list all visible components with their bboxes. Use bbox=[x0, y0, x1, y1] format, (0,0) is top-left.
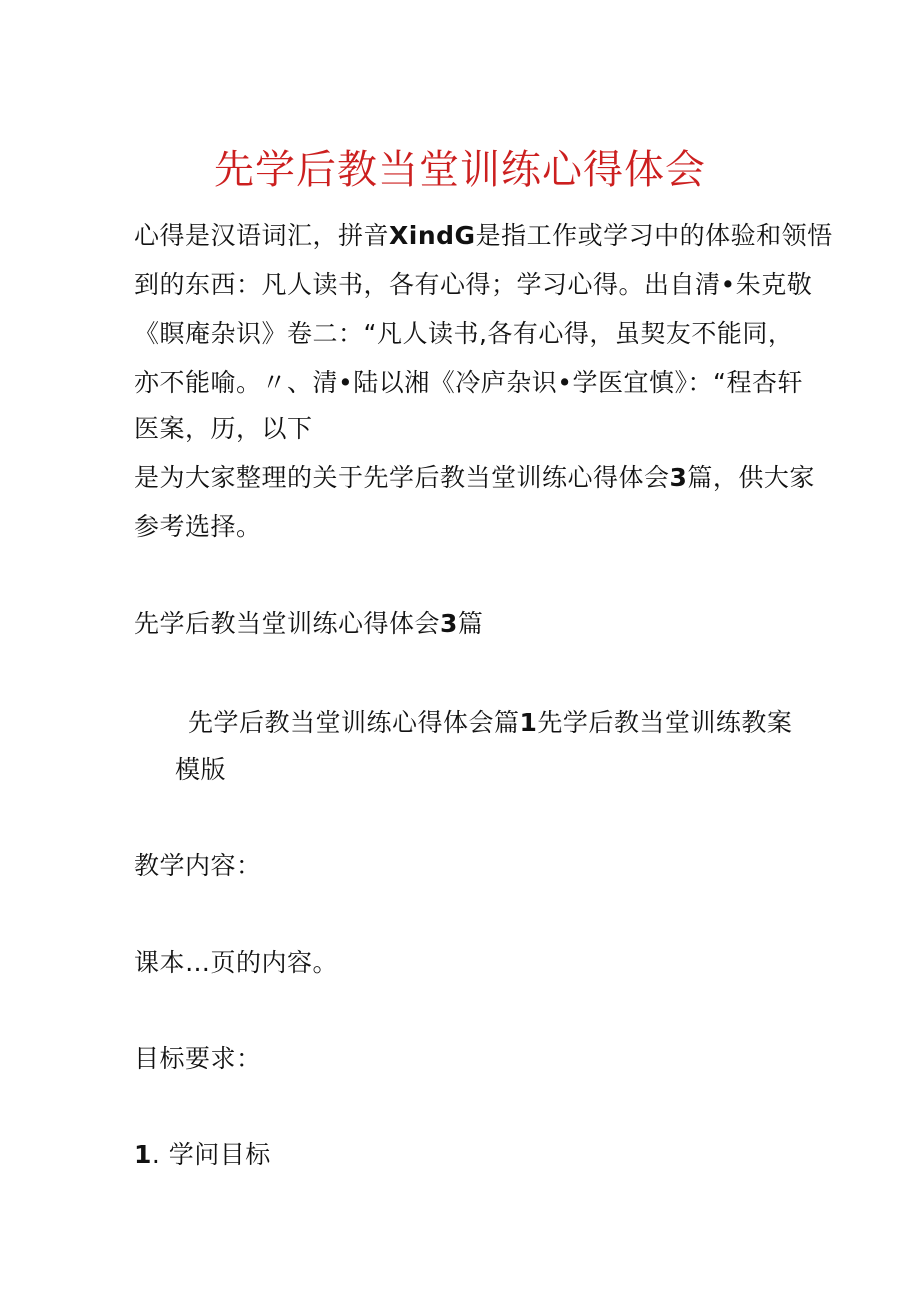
intro-line-1-start: 心得是汉语词汇，拼音 bbox=[134, 221, 390, 250]
article-title-line-1 bbox=[188, 705, 792, 741]
intro-line-3: 《瞑庵杂识》卷二：“凡人读书,各有心得，虽契友不能同， bbox=[134, 319, 794, 348]
intro-line-6-start: 是为大家整理的关于先学后教当堂训练心得体会 bbox=[134, 463, 670, 492]
intro-line-7: 参考选择。 bbox=[134, 512, 262, 541]
article-number: 1 bbox=[519, 708, 538, 737]
pinyin-text: XindG bbox=[389, 221, 476, 250]
teach-content-label: 教学内容： bbox=[134, 851, 262, 880]
article-title-start: 先学后教当堂训练心得体会篇 bbox=[188, 708, 520, 737]
intro-line-6-end: 篇，供大家 bbox=[687, 463, 815, 492]
section-heading-unit: 篇 bbox=[457, 609, 484, 638]
teach-content-value: 课本…页的内容。 bbox=[134, 948, 339, 977]
intro-line-1 bbox=[134, 218, 833, 254]
section-heading-text: 先学后教当堂训练心得体会 bbox=[134, 609, 441, 638]
intro-line-5: 医案，历，以下 bbox=[134, 414, 313, 443]
count-number: 3 bbox=[669, 463, 688, 492]
document-title: 先学后教当堂训练心得体会 bbox=[214, 147, 706, 193]
goal-label: 目标要求： bbox=[134, 1044, 262, 1073]
intro-line-6 bbox=[134, 460, 815, 496]
intro-line-4: 亦不能喻。〃、清•陆以湘《冷庐杂识•学医宜慎》：“程杏轩 bbox=[134, 368, 803, 397]
goal-item-number: 1 bbox=[134, 1140, 152, 1169]
intro-line-1-end: 是指工作或学习中的体验和领悟 bbox=[475, 221, 833, 250]
goal-item-text: . 学问目标 bbox=[151, 1140, 271, 1169]
article-title-end: 先学后教当堂训练教案 bbox=[537, 708, 793, 737]
intro-line-2: 到的东西：凡人读书，各有心得；学习心得。出自清•朱克敬 bbox=[134, 270, 813, 299]
goal-item bbox=[134, 1137, 271, 1173]
section-heading-number: 3 bbox=[440, 609, 458, 638]
section-heading bbox=[134, 606, 483, 642]
article-title-line-2: 模版 bbox=[175, 755, 227, 784]
